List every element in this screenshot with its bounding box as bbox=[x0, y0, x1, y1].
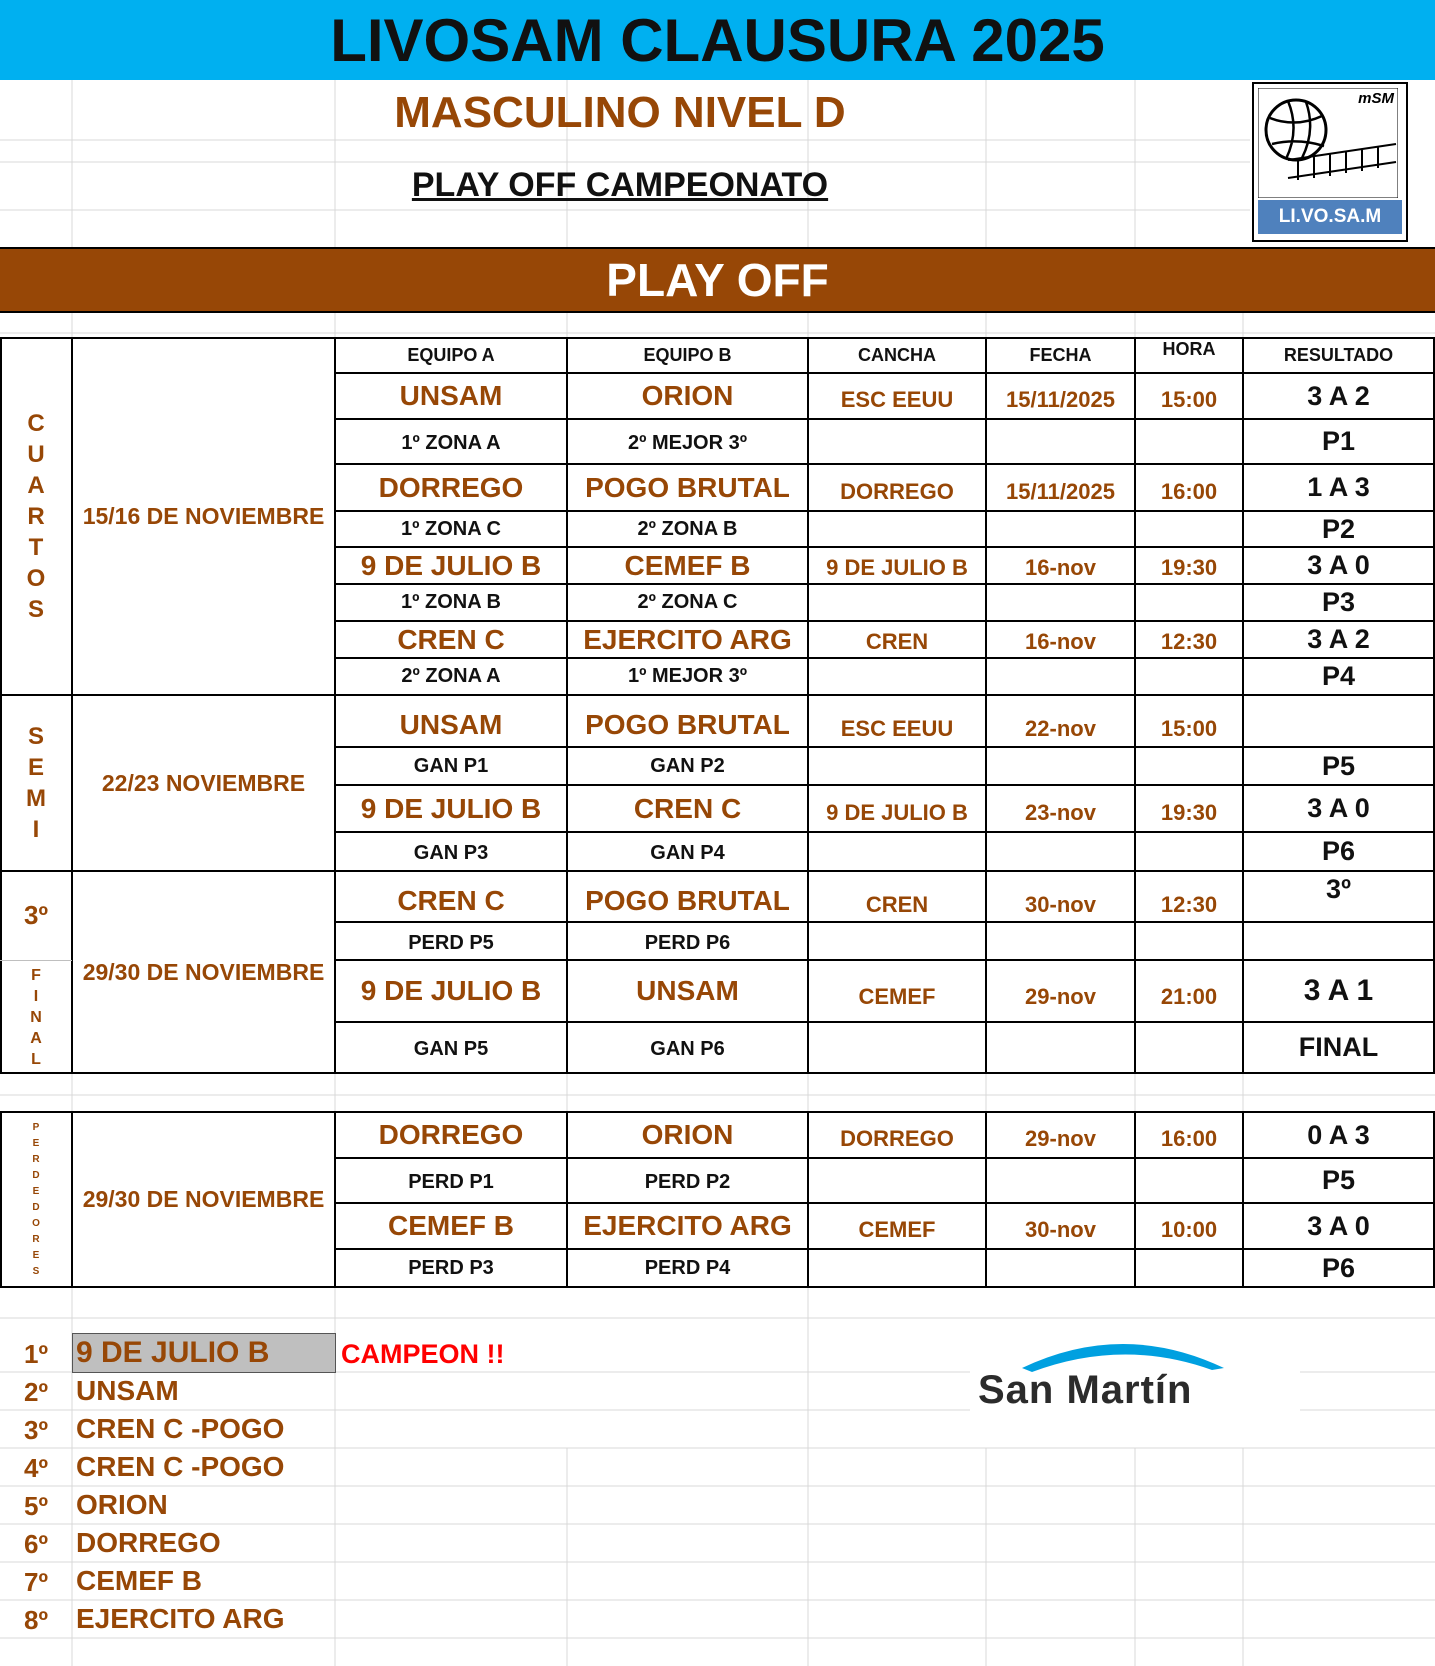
match-code: P5 bbox=[1321, 1165, 1356, 1195]
header-equipo-a: EQUIPO A bbox=[407, 345, 495, 365]
hora: 15:00 bbox=[1160, 716, 1218, 741]
logo-top-text: mSM bbox=[1358, 90, 1394, 107]
team-b: EJERCITO ARG bbox=[583, 623, 792, 655]
section-title: PLAY OFF CAMPEONATO bbox=[411, 166, 829, 204]
resultado: 3 A 0 bbox=[1307, 550, 1370, 580]
header-equipo-b: EQUIPO B bbox=[643, 345, 732, 365]
livosam-logo bbox=[1252, 82, 1408, 242]
match-code: P4 bbox=[1321, 661, 1356, 691]
team-a: 9 DE JULIO B bbox=[360, 975, 542, 1006]
hora: 10:00 bbox=[1160, 1217, 1218, 1242]
standing-team: ORION bbox=[76, 1489, 168, 1520]
standing-team: CEMEF B bbox=[76, 1565, 202, 1596]
resultado bbox=[1244, 704, 1433, 746]
seed-a: PERD P5 bbox=[408, 932, 494, 954]
semi-label: S E M I bbox=[26, 723, 46, 843]
standing-team: CREN C -POGO bbox=[76, 1451, 285, 1482]
fecha: 30-nov bbox=[1025, 1217, 1096, 1242]
seed-a: 1º ZONA A bbox=[401, 432, 501, 454]
sponsor-name: San Martín bbox=[978, 1368, 1193, 1412]
team-a: UNSAM bbox=[399, 709, 503, 740]
cancha: ESC EEUU bbox=[840, 387, 954, 412]
team-b: CREN C bbox=[633, 792, 742, 824]
fecha: 16-nov bbox=[1025, 628, 1096, 654]
fecha: 22-nov bbox=[1025, 716, 1096, 741]
hora: 19:30 bbox=[1160, 554, 1218, 580]
team-b: POGO BRUTAL bbox=[585, 471, 790, 503]
team-b: ORION bbox=[641, 1119, 734, 1150]
fecha: 15/11/2025 bbox=[1006, 478, 1115, 504]
subtitle: MASCULINO NIVEL D bbox=[394, 88, 846, 137]
fecha: 15/11/2025 bbox=[1006, 387, 1115, 412]
team-a: CREN C bbox=[397, 884, 505, 916]
header-cancha: CANCHA bbox=[858, 345, 936, 365]
team-b: POGO BRUTAL bbox=[585, 709, 790, 740]
resultado: 3 A 0 bbox=[1307, 1210, 1370, 1241]
team-b: UNSAM bbox=[636, 975, 739, 1006]
cancha: CREN bbox=[865, 891, 929, 917]
standing-team: DORREGO bbox=[76, 1527, 221, 1558]
team-a: 9 DE JULIO B bbox=[360, 792, 542, 824]
seed-b: GAN P4 bbox=[650, 841, 725, 864]
hora: 12:30 bbox=[1160, 891, 1218, 917]
seed-b: 2º ZONA C bbox=[637, 591, 738, 613]
cancha: CEMEF bbox=[858, 984, 936, 1009]
fecha: 29-nov bbox=[1025, 1126, 1096, 1151]
tercero-label: 3º bbox=[24, 899, 48, 930]
perdedores-date: 29/30 DE NOVIEMBRE bbox=[82, 1186, 325, 1212]
standing-position: 3º bbox=[24, 1415, 48, 1445]
match-code: P3 bbox=[1321, 587, 1356, 617]
header-resultado: RESULTADO bbox=[1283, 345, 1394, 365]
fecha: 16-nov bbox=[1025, 554, 1096, 580]
fecha: 23-nov bbox=[1025, 799, 1096, 825]
seed-b: GAN P2 bbox=[650, 754, 725, 777]
seed-a: PERD P3 bbox=[408, 1257, 494, 1279]
team-b: CEMEF B bbox=[624, 549, 751, 581]
seed-b: PERD P6 bbox=[644, 932, 731, 954]
final-date: 29/30 DE NOVIEMBRE bbox=[82, 958, 325, 985]
team-a: 9 DE JULIO B bbox=[360, 549, 542, 581]
match-code: P6 bbox=[1321, 1252, 1356, 1283]
standing-position: 1º bbox=[24, 1339, 48, 1369]
standing-position: 8º bbox=[24, 1605, 48, 1635]
team-a: CREN C bbox=[397, 623, 505, 655]
cuartos-date: 15/16 DE NOVIEMBRE bbox=[82, 503, 325, 529]
team-b: EJERCITO ARG bbox=[583, 1210, 792, 1241]
hora: 19:30 bbox=[1160, 799, 1218, 825]
cancha: CREN bbox=[865, 628, 929, 654]
seed-b: PERD P2 bbox=[644, 1170, 731, 1193]
cancha: 9 DE JULIO B bbox=[826, 554, 968, 580]
match-code: P1 bbox=[1321, 426, 1356, 456]
cancha: DORREGO bbox=[840, 478, 954, 504]
standing-team: UNSAM bbox=[76, 1375, 179, 1406]
seed-a: GAN P5 bbox=[413, 1038, 489, 1060]
resultado: 3º bbox=[1326, 874, 1351, 904]
cancha: DORREGO bbox=[840, 1126, 954, 1151]
team-b: ORION bbox=[641, 380, 734, 411]
fecha: 30-nov bbox=[1025, 891, 1096, 917]
hora: 21:00 bbox=[1160, 984, 1218, 1009]
seed-a: PERD P1 bbox=[408, 1170, 494, 1193]
hora: 15:00 bbox=[1160, 387, 1218, 412]
champion-label: CAMPEON !! bbox=[341, 1339, 505, 1369]
cancha: 9 DE JULIO B bbox=[826, 799, 968, 825]
resultado: 0 A 3 bbox=[1307, 1119, 1370, 1150]
seed-a: 1º ZONA C bbox=[401, 517, 501, 540]
perdedores-label: P E R D E D O R E S bbox=[32, 1121, 40, 1277]
standing-position: 2º bbox=[24, 1377, 48, 1407]
san-martin-logo bbox=[970, 1330, 1300, 1420]
cuartos-label: C U A R T O S bbox=[26, 410, 46, 623]
seed-a: 2º ZONA A bbox=[401, 665, 501, 687]
final-label: F I N A L bbox=[30, 966, 42, 1068]
hora: 12:30 bbox=[1160, 628, 1218, 654]
resultado: 3 A 2 bbox=[1307, 624, 1370, 654]
seed-b: 2º MEJOR 3º bbox=[627, 432, 748, 454]
seed-a: GAN P1 bbox=[413, 754, 489, 777]
hora: 16:00 bbox=[1160, 478, 1218, 504]
page-title: LIVOSAM CLAUSURA 2025 bbox=[330, 6, 1105, 74]
resultado: 3 A 1 bbox=[1303, 974, 1374, 1007]
title-banner bbox=[0, 0, 1435, 80]
seed-b: PERD P4 bbox=[644, 1257, 731, 1279]
seed-b: 1º MEJOR 3º bbox=[627, 665, 748, 687]
team-a: UNSAM bbox=[399, 380, 503, 411]
seed-b: GAN P6 bbox=[650, 1038, 725, 1060]
seed-b: 2º ZONA B bbox=[637, 517, 738, 540]
match-code: P6 bbox=[1321, 836, 1356, 866]
header-fecha: FECHA bbox=[1029, 345, 1092, 365]
match-code: P2 bbox=[1321, 513, 1356, 544]
standing-position: 7º bbox=[24, 1567, 48, 1597]
header-hora: HORA bbox=[1162, 339, 1216, 359]
team-a: DORREGO bbox=[378, 471, 524, 503]
playoff-banner-label: PLAY OFF bbox=[606, 254, 829, 306]
team-a: DORREGO bbox=[378, 1119, 524, 1150]
cancha: CEMEF bbox=[858, 1217, 936, 1242]
hora: 16:00 bbox=[1160, 1126, 1218, 1151]
semi-date: 22/23 NOVIEMBRE bbox=[101, 769, 306, 796]
team-b: POGO BRUTAL bbox=[585, 884, 790, 916]
logo-bottom-text: LI.VO.SA.M bbox=[1258, 200, 1402, 234]
resultado: 3 A 2 bbox=[1307, 380, 1370, 411]
fecha: 29-nov bbox=[1025, 984, 1096, 1009]
standing-team: EJERCITO ARG bbox=[76, 1603, 285, 1634]
standing-team: 9 DE JULIO B bbox=[76, 1336, 270, 1369]
match-code: P5 bbox=[1321, 750, 1356, 781]
cancha: ESC EEUU bbox=[840, 716, 954, 741]
playoff-banner bbox=[0, 247, 1435, 313]
seed-a: 1º ZONA B bbox=[401, 591, 501, 613]
standing-team: CREN C -POGO bbox=[76, 1413, 285, 1444]
standing-position: 4º bbox=[24, 1453, 48, 1483]
resultado: 1 A 3 bbox=[1307, 472, 1370, 502]
seed-a: GAN P3 bbox=[413, 841, 489, 864]
resultado: 3 A 0 bbox=[1307, 793, 1370, 823]
standing-position: 5º bbox=[24, 1491, 48, 1521]
match-code: FINAL bbox=[1298, 1032, 1379, 1062]
standing-position: 6º bbox=[24, 1529, 48, 1559]
team-a: CEMEF B bbox=[388, 1210, 514, 1241]
